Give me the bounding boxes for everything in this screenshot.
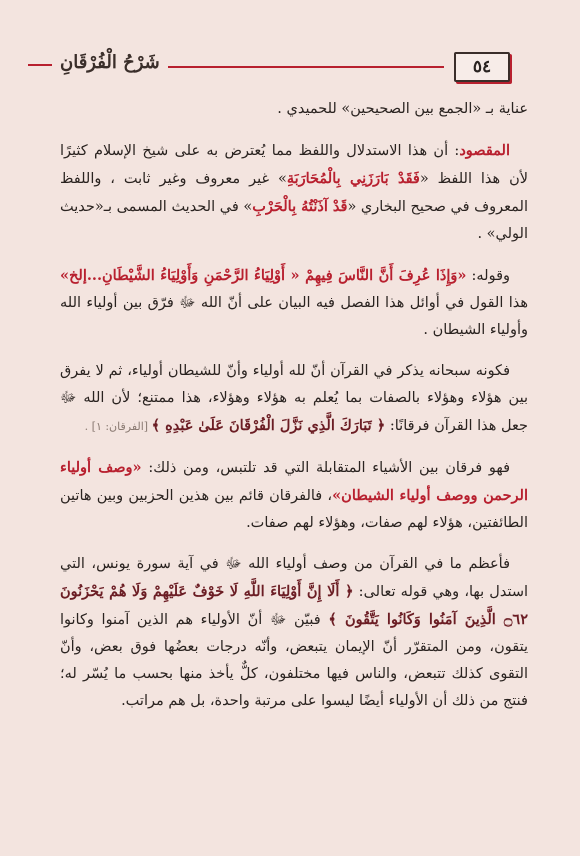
page-header: [0, 50, 580, 86]
text-segment: فهو فرقان بين الأشياء المتقابلة التي قد تلتبس، ومن ذلك:: [141, 460, 510, 476]
paragraph-p6: [60, 551, 528, 715]
text-segment: فَقَدْ بَارَزَنِي بِالْمُحَارَبَةِ: [286, 170, 420, 187]
paragraph-p1: [60, 96, 528, 123]
text-segment: [الفرقان: ١] .: [84, 420, 152, 433]
text-segment: فكونه سبحانه يذكر في القرآن أنّ لله أولياء وأنّ للشيطان أولياء، ثم لا يفرق بين هؤلاء وهؤلاء بالصفات بما يُعلم به هؤلاء وهؤلاء، هذا ممتنع؛ لأن الله ﷻ جعل هذا القرآن فرقانًا:: [60, 363, 528, 434]
header-dash: [28, 64, 52, 66]
text-segment: عناية بـ «الجمع بين الصحيحين» للحميدي .: [277, 101, 528, 117]
text-segment: قَدْ آذَنْتُهُ بِالْحَرْبِ: [252, 198, 348, 215]
text-segment: » غير معروف وغير ثابت ، واللفظ المعروف في صحيح البخاري «: [60, 171, 528, 215]
text-segment: فبيّن ﷻ أنّ الأولياء هم الذين آمنوا وكانوا يتقون، ومن المتقرّر أنّ الإيمان يتبعض، وأنّه درجات بعضُها فوق بعض، وأنّ التقوى كذلك تتبعض، والناس فيها مختلفون، كلٌّ يأخذ منها بحسب ما يُسّر له؛ فنتج من ذلك أن الأولياء أيضًا ليسوا على مرتبة واحدة، بل هم مراتب.: [60, 612, 528, 709]
text-segment: ، فالفرقان قائم بين هذين الحزبين وبين هاتين الطائفتين، هؤلاء لهم صفات، وهؤلاء لهم صفات.: [60, 488, 528, 531]
paragraph-p3: [60, 262, 528, 344]
text-segment: : أن هذا الاستدلال واللفظ مما يُعترض به على شيخ الإسلام كثيرًا لأن هذا اللفظ «: [60, 143, 529, 187]
header-rule: [168, 66, 444, 68]
text-segment: هذا القول في أوائل هذا الفصل فيه البيان على أنّ الله ﷻ فرّق بين أولياء الله وأولياء الشيطان .: [60, 295, 528, 338]
text-segment: «وصف أولياء الرحمن ووصف أولياء الشيطان»: [60, 459, 528, 504]
paragraph-p2: [60, 137, 528, 248]
page-number: ٥٤: [454, 52, 510, 82]
text-segment: فأعظم ما في القرآن من وصف أولياء الله ﷻ في آية سورة يونس، التي استدل بها، وهي قوله تعالى:: [60, 556, 528, 600]
text-segment: ﴿ أَلَا إِنَّ أَوْلِيَاءَ اللَّهِ لَا خَوْفٌ عَلَيْهِمْ وَلَا هُمْ يَحْزَنُونَ ۝٦٢ الَّذِينَ آمَنُوا وَكَانُوا يَتَّقُونَ ﴾: [60, 583, 528, 628]
text-segment: «وَإِذَا عُرِفَ أَنَّ النَّاسَ فِيهِمْ « أَوْلِيَاءُ الرَّحْمَنِ وَأَوْلِيَاءُ الشَّيْطَانِ...إلخ»: [60, 267, 467, 284]
text-segment: ﴿ تَبَارَكَ الَّذِي نَزَّلَ الْفُرْقَانَ عَلَىٰ عَبْدِهِ ﴾: [151, 417, 386, 434]
text-segment: » في الحديث المسمى بـ«حديث الولي» .: [59, 199, 528, 242]
text-segment: المقصود: [459, 142, 510, 159]
running-title: شَرْحُ الْفُرْقَانِ: [60, 52, 160, 73]
page-body: [60, 96, 528, 729]
paragraph-p4: [60, 358, 528, 440]
text-segment: وقوله:: [466, 268, 510, 284]
paragraph-p5: [60, 454, 528, 537]
